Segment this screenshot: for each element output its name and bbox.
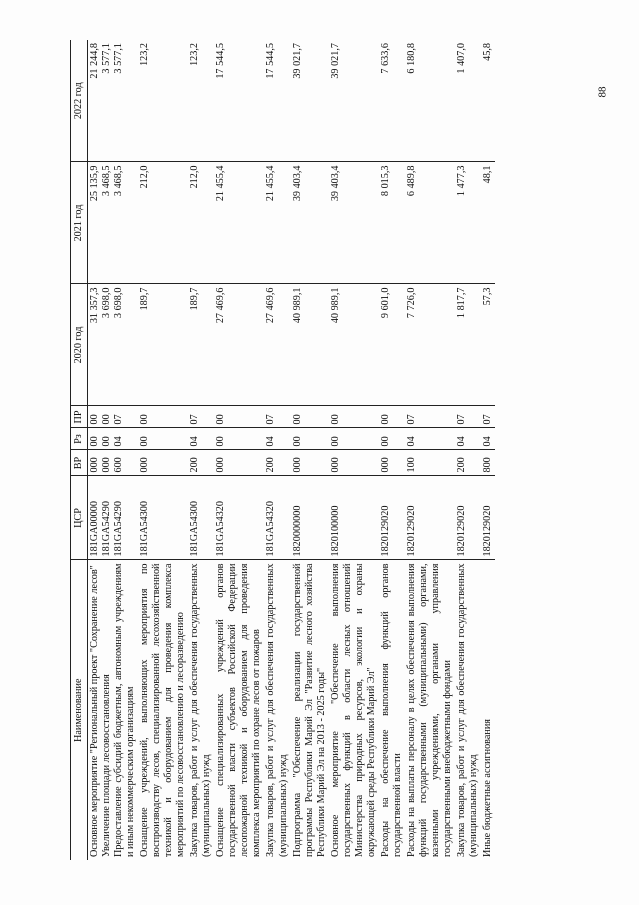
cell-vr: 200 — [264, 450, 290, 476]
cell-2020: 9 601,0 — [379, 284, 405, 406]
header-2021: 2021 год — [71, 162, 88, 284]
table-header — [71, 40, 88, 860]
header-pr: ПР — [71, 406, 88, 428]
cell-vr: 200 — [455, 450, 481, 476]
header-name: Наименование — [71, 560, 88, 860]
cell-vr: 200 — [188, 450, 214, 476]
cell-pr: 07 — [481, 406, 495, 428]
cell-pr: 00 — [329, 406, 379, 428]
cell-rz: 00 — [379, 428, 405, 450]
table-row — [214, 40, 264, 860]
cell-vr: 800 — [481, 450, 495, 476]
cell-pr: 00 — [214, 406, 264, 428]
cell-pr: 00 — [291, 406, 329, 428]
cell-pr: 07 — [455, 406, 481, 428]
cell-2021: 21 455,4 — [214, 162, 264, 284]
table-row — [455, 40, 481, 860]
cell-rz: 04 — [264, 428, 290, 450]
table-row — [188, 40, 214, 860]
cell-csr: 1820000000 — [291, 476, 329, 560]
cell-2020: 57,3 — [481, 284, 495, 406]
table-row — [379, 40, 405, 860]
cell-2021: 212,0 — [188, 162, 214, 284]
cell-pr: 00 00 07 — [88, 406, 139, 428]
cell-rz: 04 — [188, 428, 214, 450]
cell-2022: 39 021,7 — [329, 40, 379, 162]
cell-csr: 1820129020 — [379, 476, 405, 560]
table-row — [138, 40, 188, 860]
cell-rz: 04 — [481, 428, 495, 450]
table-row — [264, 40, 290, 860]
header-rz: Рз — [71, 428, 88, 450]
cell-2020: 40 989,1 — [291, 284, 329, 406]
cell-2020: 7 726,0 — [405, 284, 455, 406]
cell-2021: 21 455,4 — [264, 162, 290, 284]
cell-rz: 04 — [405, 428, 455, 450]
cell-csr: 1820129020 — [405, 476, 455, 560]
cell-rz: 00 — [291, 428, 329, 450]
cell-2021: 8 015,3 — [379, 162, 405, 284]
cell-2022: 123,2 — [188, 40, 214, 162]
cell-2021: 1 477,3 — [455, 162, 481, 284]
cell-2022: 123,2 — [138, 40, 188, 162]
cell-vr: 000 — [379, 450, 405, 476]
cell-2022: 21 244,8 3 577,1 3 577,1 — [88, 40, 139, 162]
cell-2021: 39 403,4 — [329, 162, 379, 284]
cell-name: Закупка товаров, работ и услуг для обеспечения государственных (муниципальных) нужд — [265, 563, 289, 857]
header-vr: ВР — [71, 450, 88, 476]
table-row — [481, 40, 495, 860]
cell-vr: 000 — [138, 450, 188, 476]
budget-table-wrapper — [70, 40, 610, 860]
cell-vr: 100 — [405, 450, 455, 476]
cell-rz: 04 — [455, 428, 481, 450]
cell-2021: 48,1 — [481, 162, 495, 284]
cell-2022: 39 021,7 — [291, 40, 329, 162]
cell-pr: 07 — [405, 406, 455, 428]
cell-2021: 39 403,4 — [291, 162, 329, 284]
cell-pr: 07 — [188, 406, 214, 428]
cell-2021: 212,0 — [138, 162, 188, 284]
cell-2020: 189,7 — [138, 284, 188, 406]
cell-name: Закупка товаров, работ и услуг для обеспечения государственных (муниципальных) нужд — [455, 563, 479, 857]
header-2020: 2020 год — [71, 284, 88, 406]
table-row — [88, 40, 139, 860]
cell-name: Расходы на обеспечение выполнения функций органов государственной власти — [379, 563, 403, 857]
cell-2022: 17 544,5 — [264, 40, 290, 162]
cell-2020: 27 469,6 — [264, 284, 290, 406]
cell-2022: 17 544,5 — [214, 40, 264, 162]
cell-csr: 1820129020 — [455, 476, 481, 560]
cell-pr: 00 — [379, 406, 405, 428]
cell-name: Основное мероприятие "Региональный проект "Сохранение лесов" Увеличение площади лесовосстановления Предоставление субсидий бюджетным, автономным учреждениям и иным некоммерческим организациям — [89, 563, 137, 857]
table-row — [291, 40, 329, 860]
cell-rz: 00 — [214, 428, 264, 450]
cell-2020: 189,7 — [188, 284, 214, 406]
cell-name: Иные бюджетные ассигнования — [482, 719, 493, 857]
cell-csr: 181GA54300 — [138, 476, 188, 560]
cell-csr: 181GA54320 — [214, 476, 264, 560]
cell-name: Закупка товаров, работ и услуг для обеспечения государственных (муниципальных) нужд — [189, 563, 213, 857]
table-row — [329, 40, 379, 860]
header-row — [71, 40, 88, 860]
cell-vr: 000 — [329, 450, 379, 476]
cell-2020: 27 469,6 — [214, 284, 264, 406]
cell-name: Оснащение специализированных учреждений органов государственной власти субъектов Российской Федерации лесопожарной техникой и оборудованием для проведения комплекса мероприятий по охране лесов от пожаров — [215, 563, 263, 857]
cell-vr: 000 — [214, 450, 264, 476]
header-csr: ЦСР — [71, 476, 88, 560]
cell-rz: 00 — [329, 428, 379, 450]
cell-rz: 00 — [138, 428, 188, 450]
cell-name: Расходы на выплаты персоналу в целях обеспечения выполнения функций государственными (муниципальными) органами, казенными учреждениями, органами управления государственными внебюджетными фондами — [405, 563, 453, 857]
cell-2022: 45,8 — [481, 40, 495, 162]
cell-2022: 1 407,0 — [455, 40, 481, 162]
cell-name: Основное мероприятие "Обеспечение выполнения государственных функций в области лесных отношений Министерства природных ресурсов, экологии и охраны окружающей среды Республики Марий Эл" — [329, 563, 377, 857]
cell-2021: 6 489,8 — [405, 162, 455, 284]
cell-2022: 7 633,6 — [379, 40, 405, 162]
cell-rz: 00 00 04 — [88, 428, 139, 450]
cell-pr: 00 — [138, 406, 188, 428]
budget-table — [70, 40, 495, 860]
cell-csr: 181GA54300 — [188, 476, 214, 560]
cell-csr: 181GA54320 — [264, 476, 290, 560]
cell-2020: 31 357,3 3 698,0 3 698,0 — [88, 284, 139, 406]
cell-name: Подпрограмма "Обеспечение реализации государственной программы Республики Марий Эл "Развитие лесного хозяйства Республики Марий Эл на 2013 - 2025 годы" — [291, 563, 327, 857]
cell-2022: 6 180,8 — [405, 40, 455, 162]
cell-vr: 000 000 600 — [88, 450, 139, 476]
cell-csr: 1820100000 — [329, 476, 379, 560]
cell-pr: 07 — [264, 406, 290, 428]
header-2022: 2022 год — [71, 40, 88, 162]
cell-2020: 40 989,1 — [329, 284, 379, 406]
cell-name: Оснащение учреждений, выполняющих мероприятия по воспроизводству лесов, специализированной лесохозяйственной техникой и оборудованием для проведения комплекса мероприятий по лесовосстановлению и лесоразведению — [139, 563, 187, 857]
page-number: 88 — [596, 86, 609, 98]
cell-2020: 1 817,7 — [455, 284, 481, 406]
table-body — [88, 40, 496, 860]
cell-vr: 000 — [291, 450, 329, 476]
table-row — [405, 40, 455, 860]
cell-csr: 1820129020 — [481, 476, 495, 560]
cell-2021: 25 135,9 3 468,5 3 468,5 — [88, 162, 139, 284]
cell-csr: 181GA00000 181GA54290 181GA54290 — [88, 476, 139, 560]
